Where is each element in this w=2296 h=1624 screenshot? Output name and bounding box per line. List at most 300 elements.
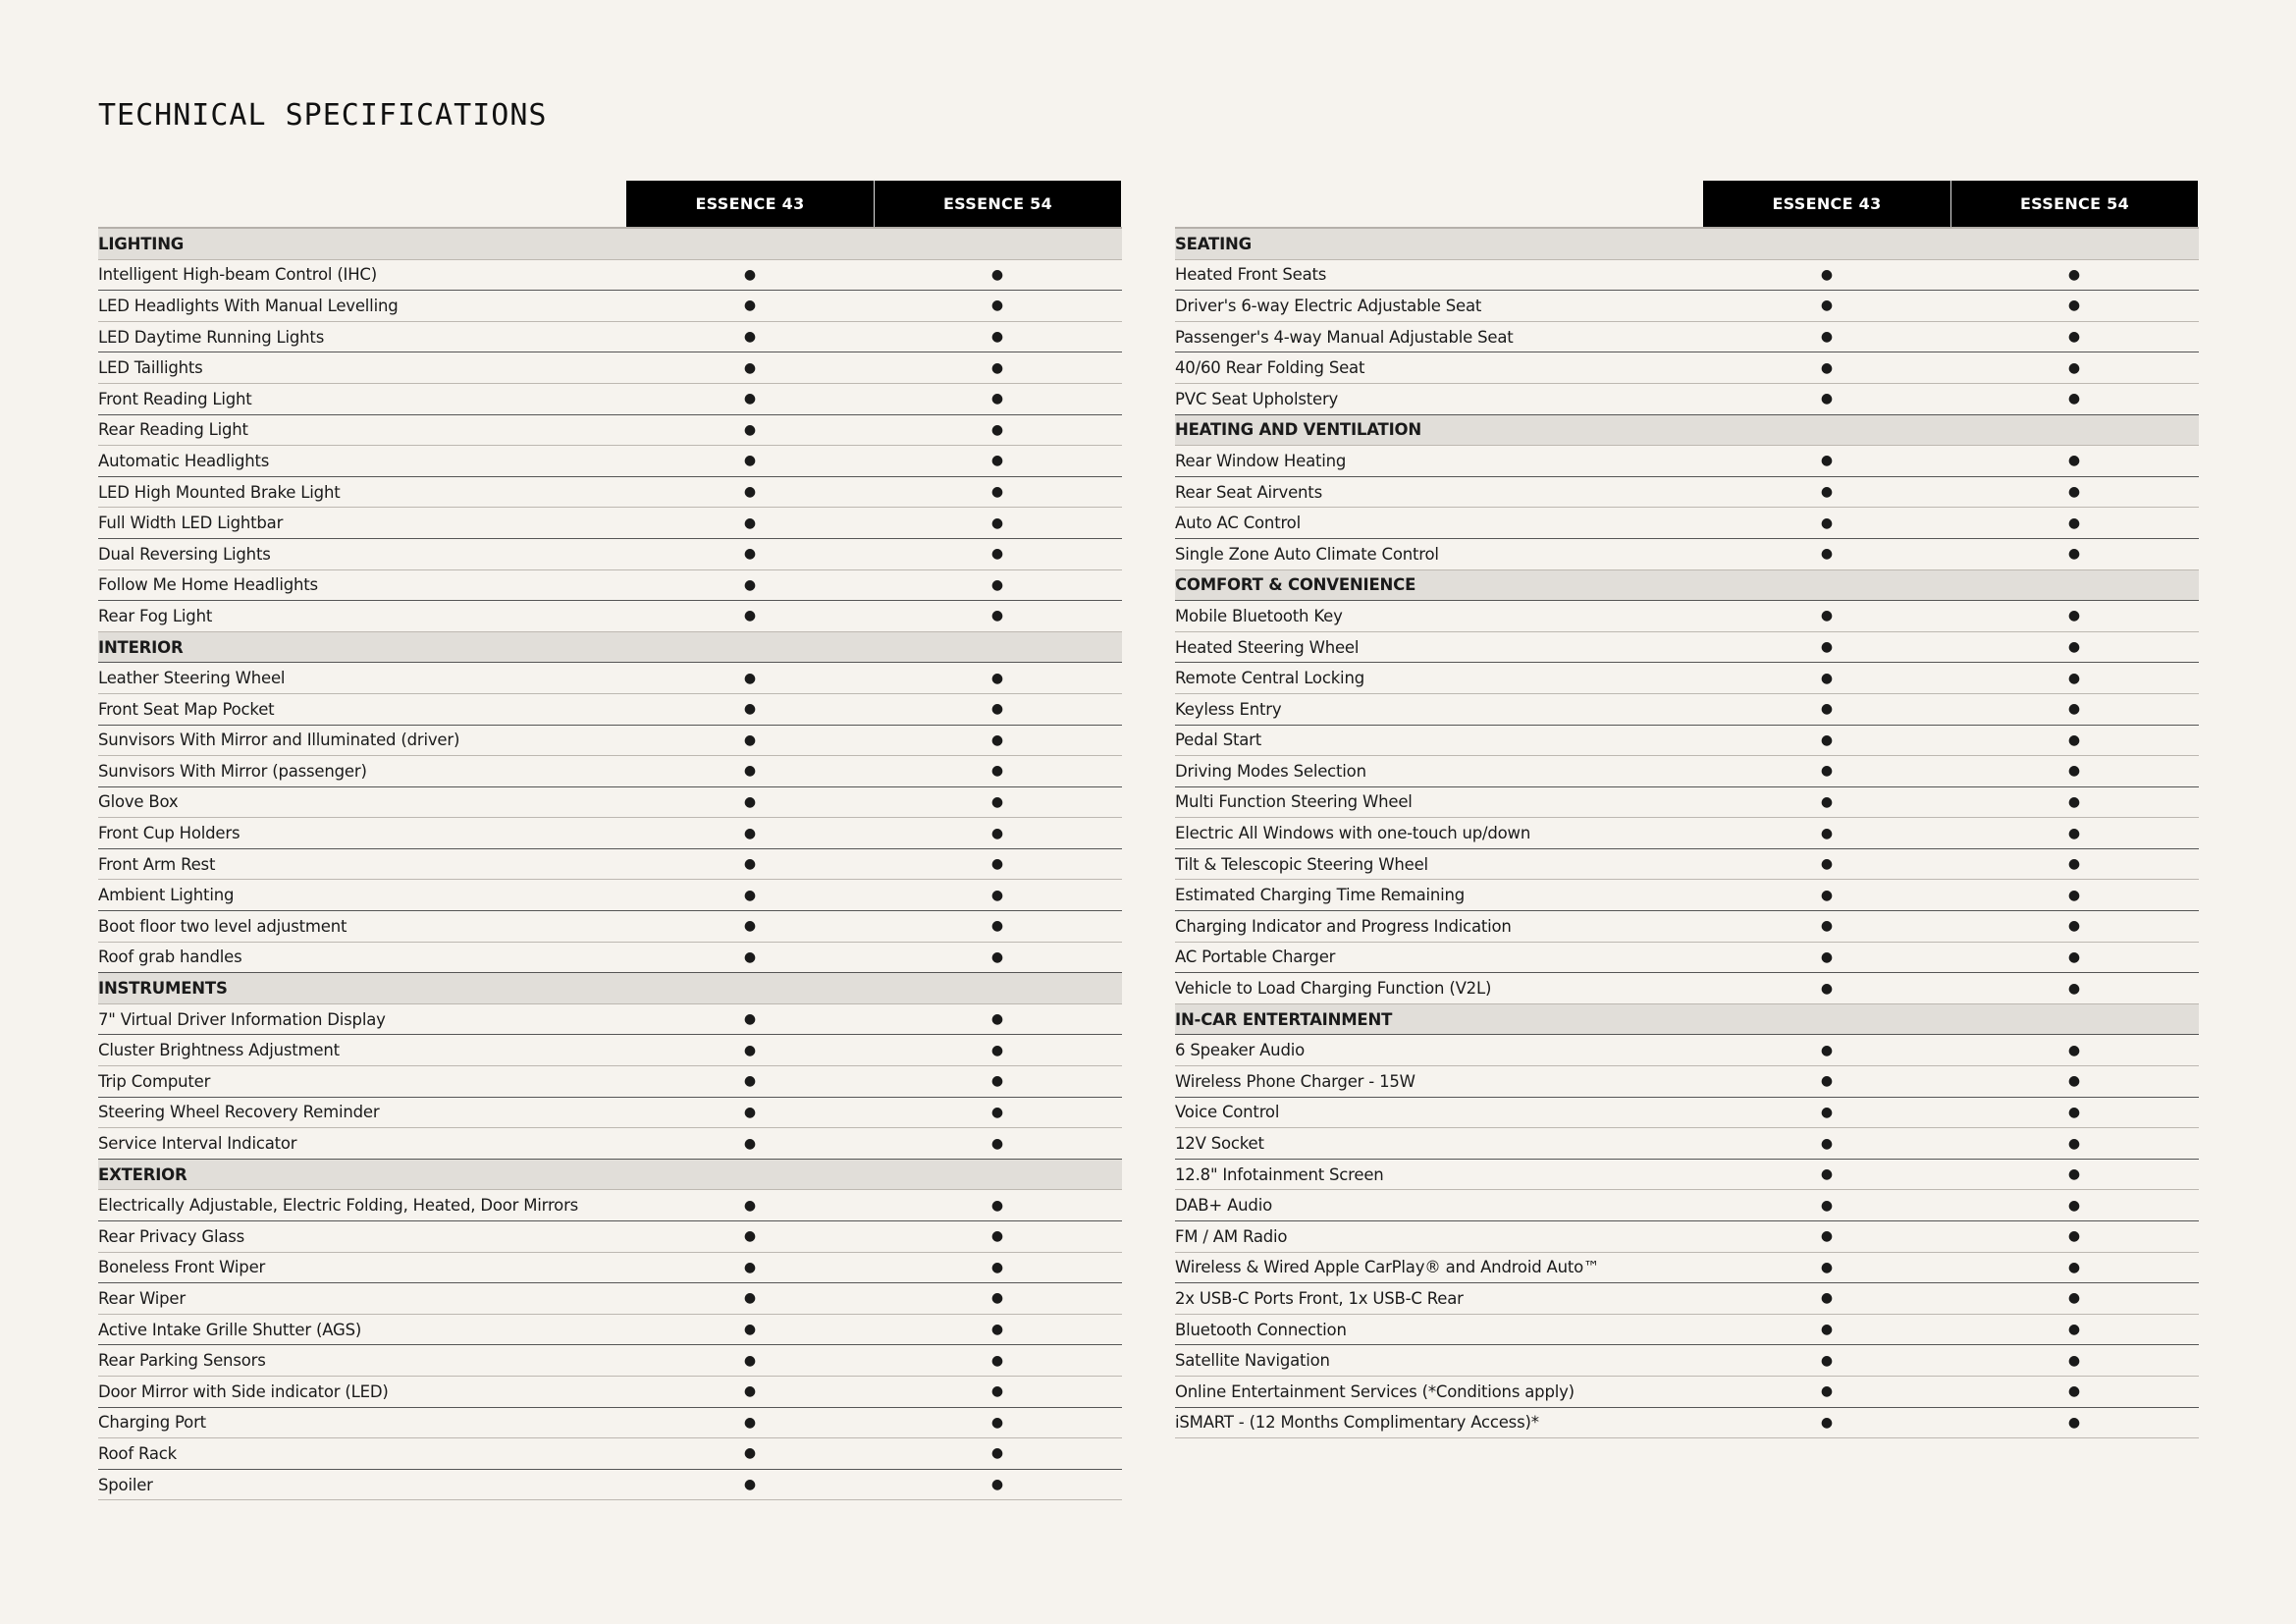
feature-dot-essence-54: ● bbox=[990, 1104, 1004, 1120]
feature-label: Leather Steering Wheel bbox=[98, 669, 286, 688]
feature-label: Service Interval Indicator bbox=[98, 1134, 297, 1154]
feature-dot-essence-43: ● bbox=[743, 1259, 757, 1275]
feature-label: Cluster Brightness Adjustment bbox=[98, 1041, 340, 1060]
feature-dot-essence-43: ● bbox=[1820, 546, 1834, 563]
spec-table-left bbox=[98, 181, 1122, 1500]
feature-label: Electric All Windows with one-touch up/down bbox=[1175, 824, 1531, 843]
feature-dot-essence-54: ● bbox=[990, 1445, 1004, 1462]
table-header bbox=[98, 181, 1122, 227]
table-row bbox=[98, 539, 1122, 570]
feature-dot-essence-54: ● bbox=[2067, 1104, 2081, 1120]
feature-dot-essence-54: ● bbox=[990, 793, 1004, 810]
feature-dot-essence-54: ● bbox=[990, 608, 1004, 624]
table-row bbox=[98, 787, 1122, 819]
table-row bbox=[1175, 260, 2199, 292]
feature-dot-essence-43: ● bbox=[1820, 980, 1834, 997]
feature-label: LED Daytime Running Lights bbox=[98, 327, 325, 347]
feature-dot-essence-54: ● bbox=[2067, 639, 2081, 656]
section-title: INTERIOR bbox=[98, 637, 184, 657]
table-row bbox=[98, 1315, 1122, 1346]
table-row bbox=[1175, 352, 2199, 384]
table-row bbox=[98, 880, 1122, 911]
table-row bbox=[1175, 477, 2199, 509]
feature-label: Rear Parking Sensors bbox=[98, 1351, 266, 1371]
table-row bbox=[1175, 663, 2199, 694]
feature-dot-essence-54: ● bbox=[2067, 1073, 2081, 1090]
feature-dot-essence-43: ● bbox=[743, 1352, 757, 1369]
table-row bbox=[1175, 322, 2199, 353]
feature-dot-essence-54: ● bbox=[2067, 484, 2081, 501]
feature-dot-essence-54: ● bbox=[2067, 514, 2081, 531]
section-header-row bbox=[1175, 229, 2199, 260]
feature-dot-essence-43: ● bbox=[1820, 298, 1834, 314]
feature-label: Driving Modes Selection bbox=[1175, 761, 1366, 781]
table-row bbox=[1175, 694, 2199, 726]
feature-dot-essence-43: ● bbox=[743, 484, 757, 501]
feature-dot-essence-54: ● bbox=[990, 1290, 1004, 1307]
feature-dot-essence-43: ● bbox=[743, 1477, 757, 1493]
feature-label: 12V Socket bbox=[1175, 1134, 1264, 1154]
table-row bbox=[98, 1345, 1122, 1377]
table-row bbox=[98, 322, 1122, 353]
feature-dot-essence-54: ● bbox=[2067, 731, 2081, 748]
column-header-essence-54: ESSENCE 54 bbox=[1950, 181, 2198, 227]
feature-label: Front Cup Holders bbox=[98, 824, 240, 843]
feature-label: Rear Privacy Glass bbox=[98, 1226, 245, 1246]
table-row bbox=[98, 1098, 1122, 1129]
feature-dot-essence-54: ● bbox=[2067, 701, 2081, 718]
feature-dot-essence-43: ● bbox=[1820, 887, 1834, 903]
table-row bbox=[1175, 1345, 2199, 1377]
table-row bbox=[1175, 384, 2199, 415]
feature-dot-essence-43: ● bbox=[1820, 484, 1834, 501]
feature-dot-essence-54: ● bbox=[990, 856, 1004, 873]
table-row bbox=[98, 1377, 1122, 1408]
feature-dot-essence-43: ● bbox=[1820, 701, 1834, 718]
feature-dot-essence-54: ● bbox=[990, 948, 1004, 965]
feature-dot-essence-54: ● bbox=[2067, 1166, 2081, 1183]
feature-dot-essence-43: ● bbox=[743, 1445, 757, 1462]
table-row bbox=[1175, 1066, 2199, 1098]
table-row bbox=[1175, 1035, 2199, 1066]
feature-label: Sunvisors With Mirror and Illuminated (driver) bbox=[98, 731, 460, 750]
feature-dot-essence-43: ● bbox=[1820, 1352, 1834, 1369]
feature-dot-essence-43: ● bbox=[743, 266, 757, 283]
feature-label: Front Seat Map Pocket bbox=[98, 699, 275, 719]
feature-dot-essence-43: ● bbox=[743, 608, 757, 624]
feature-dot-essence-43: ● bbox=[743, 1073, 757, 1090]
feature-label: Online Entertainment Services (*Conditions apply) bbox=[1175, 1381, 1575, 1401]
table-row bbox=[98, 756, 1122, 787]
feature-label: Boneless Front Wiper bbox=[98, 1258, 266, 1277]
table-row bbox=[1175, 1315, 2199, 1346]
feature-dot-essence-43: ● bbox=[743, 546, 757, 563]
table-row bbox=[98, 1408, 1122, 1439]
feature-label: Charging Port bbox=[98, 1413, 206, 1433]
table-row bbox=[1175, 911, 2199, 943]
column-header-essence-43: ESSENCE 43 bbox=[626, 181, 874, 227]
feature-dot-essence-43: ● bbox=[1820, 1228, 1834, 1245]
table-row bbox=[98, 849, 1122, 881]
feature-label: Door Mirror with Side indicator (LED) bbox=[98, 1381, 389, 1401]
feature-dot-essence-54: ● bbox=[990, 1135, 1004, 1152]
table-row bbox=[98, 1190, 1122, 1221]
table-row bbox=[1175, 818, 2199, 849]
feature-dot-essence-54: ● bbox=[2067, 1352, 2081, 1369]
table-body bbox=[98, 227, 1122, 1500]
feature-dot-essence-43: ● bbox=[1820, 329, 1834, 346]
feature-label: Intelligent High-beam Control (IHC) bbox=[98, 265, 377, 285]
feature-label: Front Reading Light bbox=[98, 389, 252, 408]
table-row bbox=[98, 446, 1122, 477]
table-row bbox=[1175, 726, 2199, 757]
feature-dot-essence-43: ● bbox=[1820, 514, 1834, 531]
feature-label: Ambient Lighting bbox=[98, 886, 235, 905]
feature-dot-essence-43: ● bbox=[1820, 1135, 1834, 1152]
page-title: TECHNICAL SPECIFICATIONS bbox=[98, 98, 548, 133]
feature-dot-essence-54: ● bbox=[990, 484, 1004, 501]
table-row bbox=[1175, 1190, 2199, 1221]
feature-label: Mobile Bluetooth Key bbox=[1175, 606, 1343, 625]
feature-dot-essence-43: ● bbox=[743, 1104, 757, 1120]
feature-label: DAB+ Audio bbox=[1175, 1196, 1272, 1216]
feature-label: LED High Mounted Brake Light bbox=[98, 482, 341, 502]
feature-dot-essence-54: ● bbox=[990, 421, 1004, 438]
feature-dot-essence-43: ● bbox=[743, 1228, 757, 1245]
feature-label: Charging Indicator and Progress Indication bbox=[1175, 916, 1512, 936]
table-row bbox=[98, 1470, 1122, 1501]
feature-dot-essence-43: ● bbox=[1820, 793, 1834, 810]
feature-dot-essence-43: ● bbox=[1820, 825, 1834, 841]
feature-label: 6 Speaker Audio bbox=[1175, 1041, 1305, 1060]
feature-label: Electrically Adjustable, Electric Folding, Heated, Door Mirrors bbox=[98, 1196, 579, 1216]
feature-dot-essence-54: ● bbox=[990, 731, 1004, 748]
section-header-row bbox=[98, 973, 1122, 1004]
feature-label: Rear Seat Airvents bbox=[1175, 482, 1322, 502]
feature-dot-essence-54: ● bbox=[990, 546, 1004, 563]
table-row bbox=[1175, 849, 2199, 881]
feature-dot-essence-43: ● bbox=[743, 887, 757, 903]
table-row bbox=[1175, 756, 2199, 787]
feature-label: Rear Window Heating bbox=[1175, 451, 1347, 470]
feature-dot-essence-43: ● bbox=[743, 1011, 757, 1028]
feature-dot-essence-43: ● bbox=[1820, 1073, 1834, 1090]
section-title: INSTRUMENTS bbox=[98, 979, 228, 999]
feature-dot-essence-43: ● bbox=[1820, 391, 1834, 407]
table-row bbox=[98, 352, 1122, 384]
section-title: SEATING bbox=[1175, 234, 1252, 253]
feature-label: Auto AC Control bbox=[1175, 514, 1301, 533]
table-row bbox=[98, 1128, 1122, 1160]
feature-dot-essence-43: ● bbox=[743, 514, 757, 531]
feature-dot-essence-43: ● bbox=[1820, 1104, 1834, 1120]
feature-dot-essence-54: ● bbox=[2067, 298, 2081, 314]
feature-dot-essence-54: ● bbox=[2067, 391, 2081, 407]
table-row bbox=[98, 260, 1122, 292]
table-row bbox=[1175, 632, 2199, 664]
table-row bbox=[98, 726, 1122, 757]
feature-dot-essence-43: ● bbox=[1820, 266, 1834, 283]
feature-dot-essence-54: ● bbox=[990, 763, 1004, 780]
feature-dot-essence-43: ● bbox=[743, 793, 757, 810]
feature-dot-essence-54: ● bbox=[990, 1042, 1004, 1058]
feature-dot-essence-54: ● bbox=[2067, 1135, 2081, 1152]
section-header-row bbox=[98, 632, 1122, 664]
section-header-row bbox=[98, 229, 1122, 260]
table-header bbox=[1175, 181, 2199, 227]
feature-dot-essence-43: ● bbox=[1820, 1383, 1834, 1400]
table-row bbox=[1175, 1377, 2199, 1408]
feature-dot-essence-54: ● bbox=[2067, 887, 2081, 903]
table-row bbox=[98, 508, 1122, 539]
feature-dot-essence-43: ● bbox=[743, 298, 757, 314]
feature-dot-essence-54: ● bbox=[990, 918, 1004, 935]
feature-dot-essence-54: ● bbox=[990, 670, 1004, 686]
feature-label: Follow Me Home Headlights bbox=[98, 575, 318, 595]
table-row bbox=[1175, 601, 2199, 632]
table-row bbox=[1175, 1408, 2199, 1439]
feature-label: 7" Virtual Driver Information Display bbox=[98, 1009, 386, 1029]
feature-label: Wireless & Wired Apple CarPlay® and Android Auto™ bbox=[1175, 1258, 1600, 1277]
feature-dot-essence-43: ● bbox=[1820, 1042, 1834, 1058]
table-row bbox=[98, 943, 1122, 974]
feature-dot-essence-54: ● bbox=[2067, 608, 2081, 624]
feature-label: Tilt & Telescopic Steering Wheel bbox=[1175, 854, 1428, 874]
table-row bbox=[1175, 1128, 2199, 1160]
feature-dot-essence-43: ● bbox=[1820, 763, 1834, 780]
feature-dot-essence-54: ● bbox=[990, 298, 1004, 314]
feature-dot-essence-43: ● bbox=[1820, 1259, 1834, 1275]
feature-dot-essence-54: ● bbox=[990, 1011, 1004, 1028]
feature-dot-essence-54: ● bbox=[2067, 1042, 2081, 1058]
section-title: COMFORT & CONVENIENCE bbox=[1175, 575, 1416, 595]
feature-dot-essence-54: ● bbox=[2067, 793, 2081, 810]
feature-label: Voice Control bbox=[1175, 1103, 1280, 1122]
feature-label: Wireless Phone Charger - 15W bbox=[1175, 1071, 1415, 1091]
feature-dot-essence-54: ● bbox=[2067, 359, 2081, 376]
feature-dot-essence-54: ● bbox=[990, 1352, 1004, 1369]
feature-dot-essence-54: ● bbox=[2067, 856, 2081, 873]
section-title: LIGHTING bbox=[98, 234, 185, 253]
feature-label: Roof Rack bbox=[98, 1443, 178, 1463]
feature-label: PVC Seat Upholstery bbox=[1175, 389, 1339, 408]
feature-dot-essence-43: ● bbox=[743, 701, 757, 718]
table-row bbox=[98, 1066, 1122, 1098]
table-row bbox=[1175, 508, 2199, 539]
table-row bbox=[98, 291, 1122, 322]
feature-dot-essence-43: ● bbox=[743, 1197, 757, 1214]
table-row bbox=[98, 1283, 1122, 1315]
feature-label: 2x USB-C Ports Front, 1x USB-C Rear bbox=[1175, 1288, 1464, 1308]
feature-label: AC Portable Charger bbox=[1175, 947, 1336, 967]
feature-dot-essence-43: ● bbox=[743, 1322, 757, 1338]
feature-dot-essence-43: ● bbox=[743, 421, 757, 438]
spec-table-right bbox=[1175, 181, 2199, 1438]
feature-label: Vehicle to Load Charging Function (V2L) bbox=[1175, 979, 1492, 999]
feature-label: Steering Wheel Recovery Reminder bbox=[98, 1103, 380, 1122]
feature-label: Bluetooth Connection bbox=[1175, 1320, 1347, 1339]
feature-label: Front Arm Rest bbox=[98, 854, 216, 874]
feature-label: Rear Fog Light bbox=[98, 606, 213, 625]
feature-dot-essence-43: ● bbox=[1820, 1290, 1834, 1307]
feature-label: Pedal Start bbox=[1175, 731, 1262, 750]
table-row bbox=[1175, 446, 2199, 477]
feature-dot-essence-43: ● bbox=[743, 329, 757, 346]
feature-dot-essence-43: ● bbox=[743, 576, 757, 593]
feature-dot-essence-54: ● bbox=[2067, 825, 2081, 841]
feature-dot-essence-54: ● bbox=[2067, 948, 2081, 965]
table-row bbox=[98, 415, 1122, 447]
feature-dot-essence-43: ● bbox=[1820, 670, 1834, 686]
feature-label: Heated Front Seats bbox=[1175, 265, 1327, 285]
feature-dot-essence-43: ● bbox=[1820, 1166, 1834, 1183]
feature-dot-essence-54: ● bbox=[990, 1322, 1004, 1338]
feature-label: 40/60 Rear Folding Seat bbox=[1175, 358, 1365, 378]
feature-dot-essence-43: ● bbox=[1820, 948, 1834, 965]
table-row bbox=[98, 477, 1122, 509]
feature-dot-essence-54: ● bbox=[2067, 1290, 2081, 1307]
table-row bbox=[98, 694, 1122, 726]
feature-dot-essence-43: ● bbox=[743, 948, 757, 965]
feature-label: Estimated Charging Time Remaining bbox=[1175, 886, 1466, 905]
column-header-essence-54: ESSENCE 54 bbox=[874, 181, 1121, 227]
feature-label: Automatic Headlights bbox=[98, 451, 270, 470]
section-header-row bbox=[98, 1160, 1122, 1191]
feature-dot-essence-54: ● bbox=[990, 391, 1004, 407]
feature-dot-essence-54: ● bbox=[2067, 918, 2081, 935]
feature-label: Multi Function Steering Wheel bbox=[1175, 792, 1413, 812]
table-row bbox=[98, 663, 1122, 694]
feature-dot-essence-54: ● bbox=[2067, 763, 2081, 780]
table-row bbox=[98, 911, 1122, 943]
feature-label: Single Zone Auto Climate Control bbox=[1175, 544, 1439, 564]
feature-label: LED Taillights bbox=[98, 358, 203, 378]
section-header-row bbox=[1175, 1004, 2199, 1036]
feature-label: Full Width LED Lightbar bbox=[98, 514, 284, 533]
feature-dot-essence-54: ● bbox=[990, 1073, 1004, 1090]
header-spacer bbox=[98, 181, 626, 227]
column-header-essence-43: ESSENCE 43 bbox=[1703, 181, 1950, 227]
feature-label: Keyless Entry bbox=[1175, 699, 1282, 719]
section-header-row bbox=[1175, 415, 2199, 447]
feature-dot-essence-54: ● bbox=[2067, 453, 2081, 469]
feature-dot-essence-43: ● bbox=[743, 670, 757, 686]
feature-dot-essence-54: ● bbox=[990, 1477, 1004, 1493]
table-row bbox=[98, 1253, 1122, 1284]
table-row bbox=[1175, 1283, 2199, 1315]
feature-label: Rear Wiper bbox=[98, 1288, 186, 1308]
feature-label: Roof grab handles bbox=[98, 947, 242, 967]
feature-label: Dual Reversing Lights bbox=[98, 544, 271, 564]
feature-dot-essence-43: ● bbox=[743, 763, 757, 780]
table-body bbox=[1175, 227, 2199, 1438]
section-header-row bbox=[1175, 570, 2199, 602]
feature-dot-essence-54: ● bbox=[2067, 1228, 2081, 1245]
feature-dot-essence-43: ● bbox=[1820, 359, 1834, 376]
table-row bbox=[1175, 291, 2199, 322]
feature-dot-essence-54: ● bbox=[990, 887, 1004, 903]
feature-label: Glove Box bbox=[98, 792, 179, 812]
table-row bbox=[98, 601, 1122, 632]
feature-label: Passenger's 4-way Manual Adjustable Seat bbox=[1175, 327, 1514, 347]
feature-dot-essence-43: ● bbox=[1820, 1197, 1834, 1214]
feature-label: Heated Steering Wheel bbox=[1175, 637, 1360, 657]
feature-dot-essence-54: ● bbox=[2067, 266, 2081, 283]
feature-dot-essence-43: ● bbox=[743, 1042, 757, 1058]
feature-dot-essence-54: ● bbox=[2067, 1259, 2081, 1275]
feature-dot-essence-43: ● bbox=[1820, 453, 1834, 469]
header-spacer bbox=[1175, 181, 1703, 227]
feature-label: FM / AM Radio bbox=[1175, 1226, 1288, 1246]
table-row bbox=[98, 1004, 1122, 1036]
feature-dot-essence-54: ● bbox=[990, 453, 1004, 469]
feature-dot-essence-43: ● bbox=[743, 825, 757, 841]
feature-dot-essence-54: ● bbox=[990, 1197, 1004, 1214]
feature-label: Remote Central Locking bbox=[1175, 669, 1364, 688]
feature-dot-essence-43: ● bbox=[1820, 731, 1834, 748]
feature-dot-essence-43: ● bbox=[1820, 639, 1834, 656]
table-row bbox=[1175, 880, 2199, 911]
feature-dot-essence-43: ● bbox=[1820, 608, 1834, 624]
feature-dot-essence-54: ● bbox=[990, 359, 1004, 376]
feature-dot-essence-43: ● bbox=[743, 1383, 757, 1400]
feature-dot-essence-43: ● bbox=[1820, 918, 1834, 935]
table-row bbox=[1175, 973, 2199, 1004]
feature-label: Satellite Navigation bbox=[1175, 1351, 1330, 1371]
feature-dot-essence-43: ● bbox=[1820, 1414, 1834, 1431]
feature-dot-essence-43: ● bbox=[743, 856, 757, 873]
table-row bbox=[1175, 1098, 2199, 1129]
table-row bbox=[1175, 1221, 2199, 1253]
feature-dot-essence-54: ● bbox=[990, 329, 1004, 346]
table-row bbox=[98, 1035, 1122, 1066]
feature-dot-essence-43: ● bbox=[1820, 856, 1834, 873]
feature-dot-essence-43: ● bbox=[743, 391, 757, 407]
feature-dot-essence-54: ● bbox=[990, 514, 1004, 531]
feature-dot-essence-54: ● bbox=[2067, 546, 2081, 563]
feature-dot-essence-43: ● bbox=[743, 731, 757, 748]
table-row bbox=[98, 570, 1122, 602]
section-title: HEATING AND VENTILATION bbox=[1175, 420, 1421, 440]
feature-label: Trip Computer bbox=[98, 1071, 211, 1091]
feature-dot-essence-54: ● bbox=[990, 1228, 1004, 1245]
feature-dot-essence-54: ● bbox=[990, 825, 1004, 841]
feature-dot-essence-43: ● bbox=[743, 1414, 757, 1431]
table-row bbox=[1175, 943, 2199, 974]
table-row bbox=[98, 818, 1122, 849]
feature-dot-essence-43: ● bbox=[743, 1135, 757, 1152]
feature-dot-essence-43: ● bbox=[743, 918, 757, 935]
table-row bbox=[1175, 787, 2199, 819]
feature-label: Active Intake Grille Shutter (AGS) bbox=[98, 1320, 362, 1339]
section-title: EXTERIOR bbox=[98, 1164, 187, 1184]
feature-label: Sunvisors With Mirror (passenger) bbox=[98, 761, 367, 781]
feature-dot-essence-54: ● bbox=[2067, 1383, 2081, 1400]
feature-label: Spoiler bbox=[98, 1475, 153, 1494]
section-title: IN-CAR ENTERTAINMENT bbox=[1175, 1009, 1393, 1029]
table-row bbox=[98, 1438, 1122, 1470]
feature-dot-essence-54: ● bbox=[990, 1259, 1004, 1275]
table-row bbox=[1175, 539, 2199, 570]
feature-dot-essence-54: ● bbox=[2067, 1322, 2081, 1338]
feature-dot-essence-54: ● bbox=[2067, 1414, 2081, 1431]
feature-dot-essence-54: ● bbox=[2067, 1197, 2081, 1214]
table-row bbox=[98, 1221, 1122, 1253]
feature-dot-essence-54: ● bbox=[2067, 670, 2081, 686]
feature-label: Driver's 6-way Electric Adjustable Seat bbox=[1175, 296, 1482, 315]
feature-dot-essence-43: ● bbox=[743, 359, 757, 376]
feature-dot-essence-54: ● bbox=[2067, 329, 2081, 346]
